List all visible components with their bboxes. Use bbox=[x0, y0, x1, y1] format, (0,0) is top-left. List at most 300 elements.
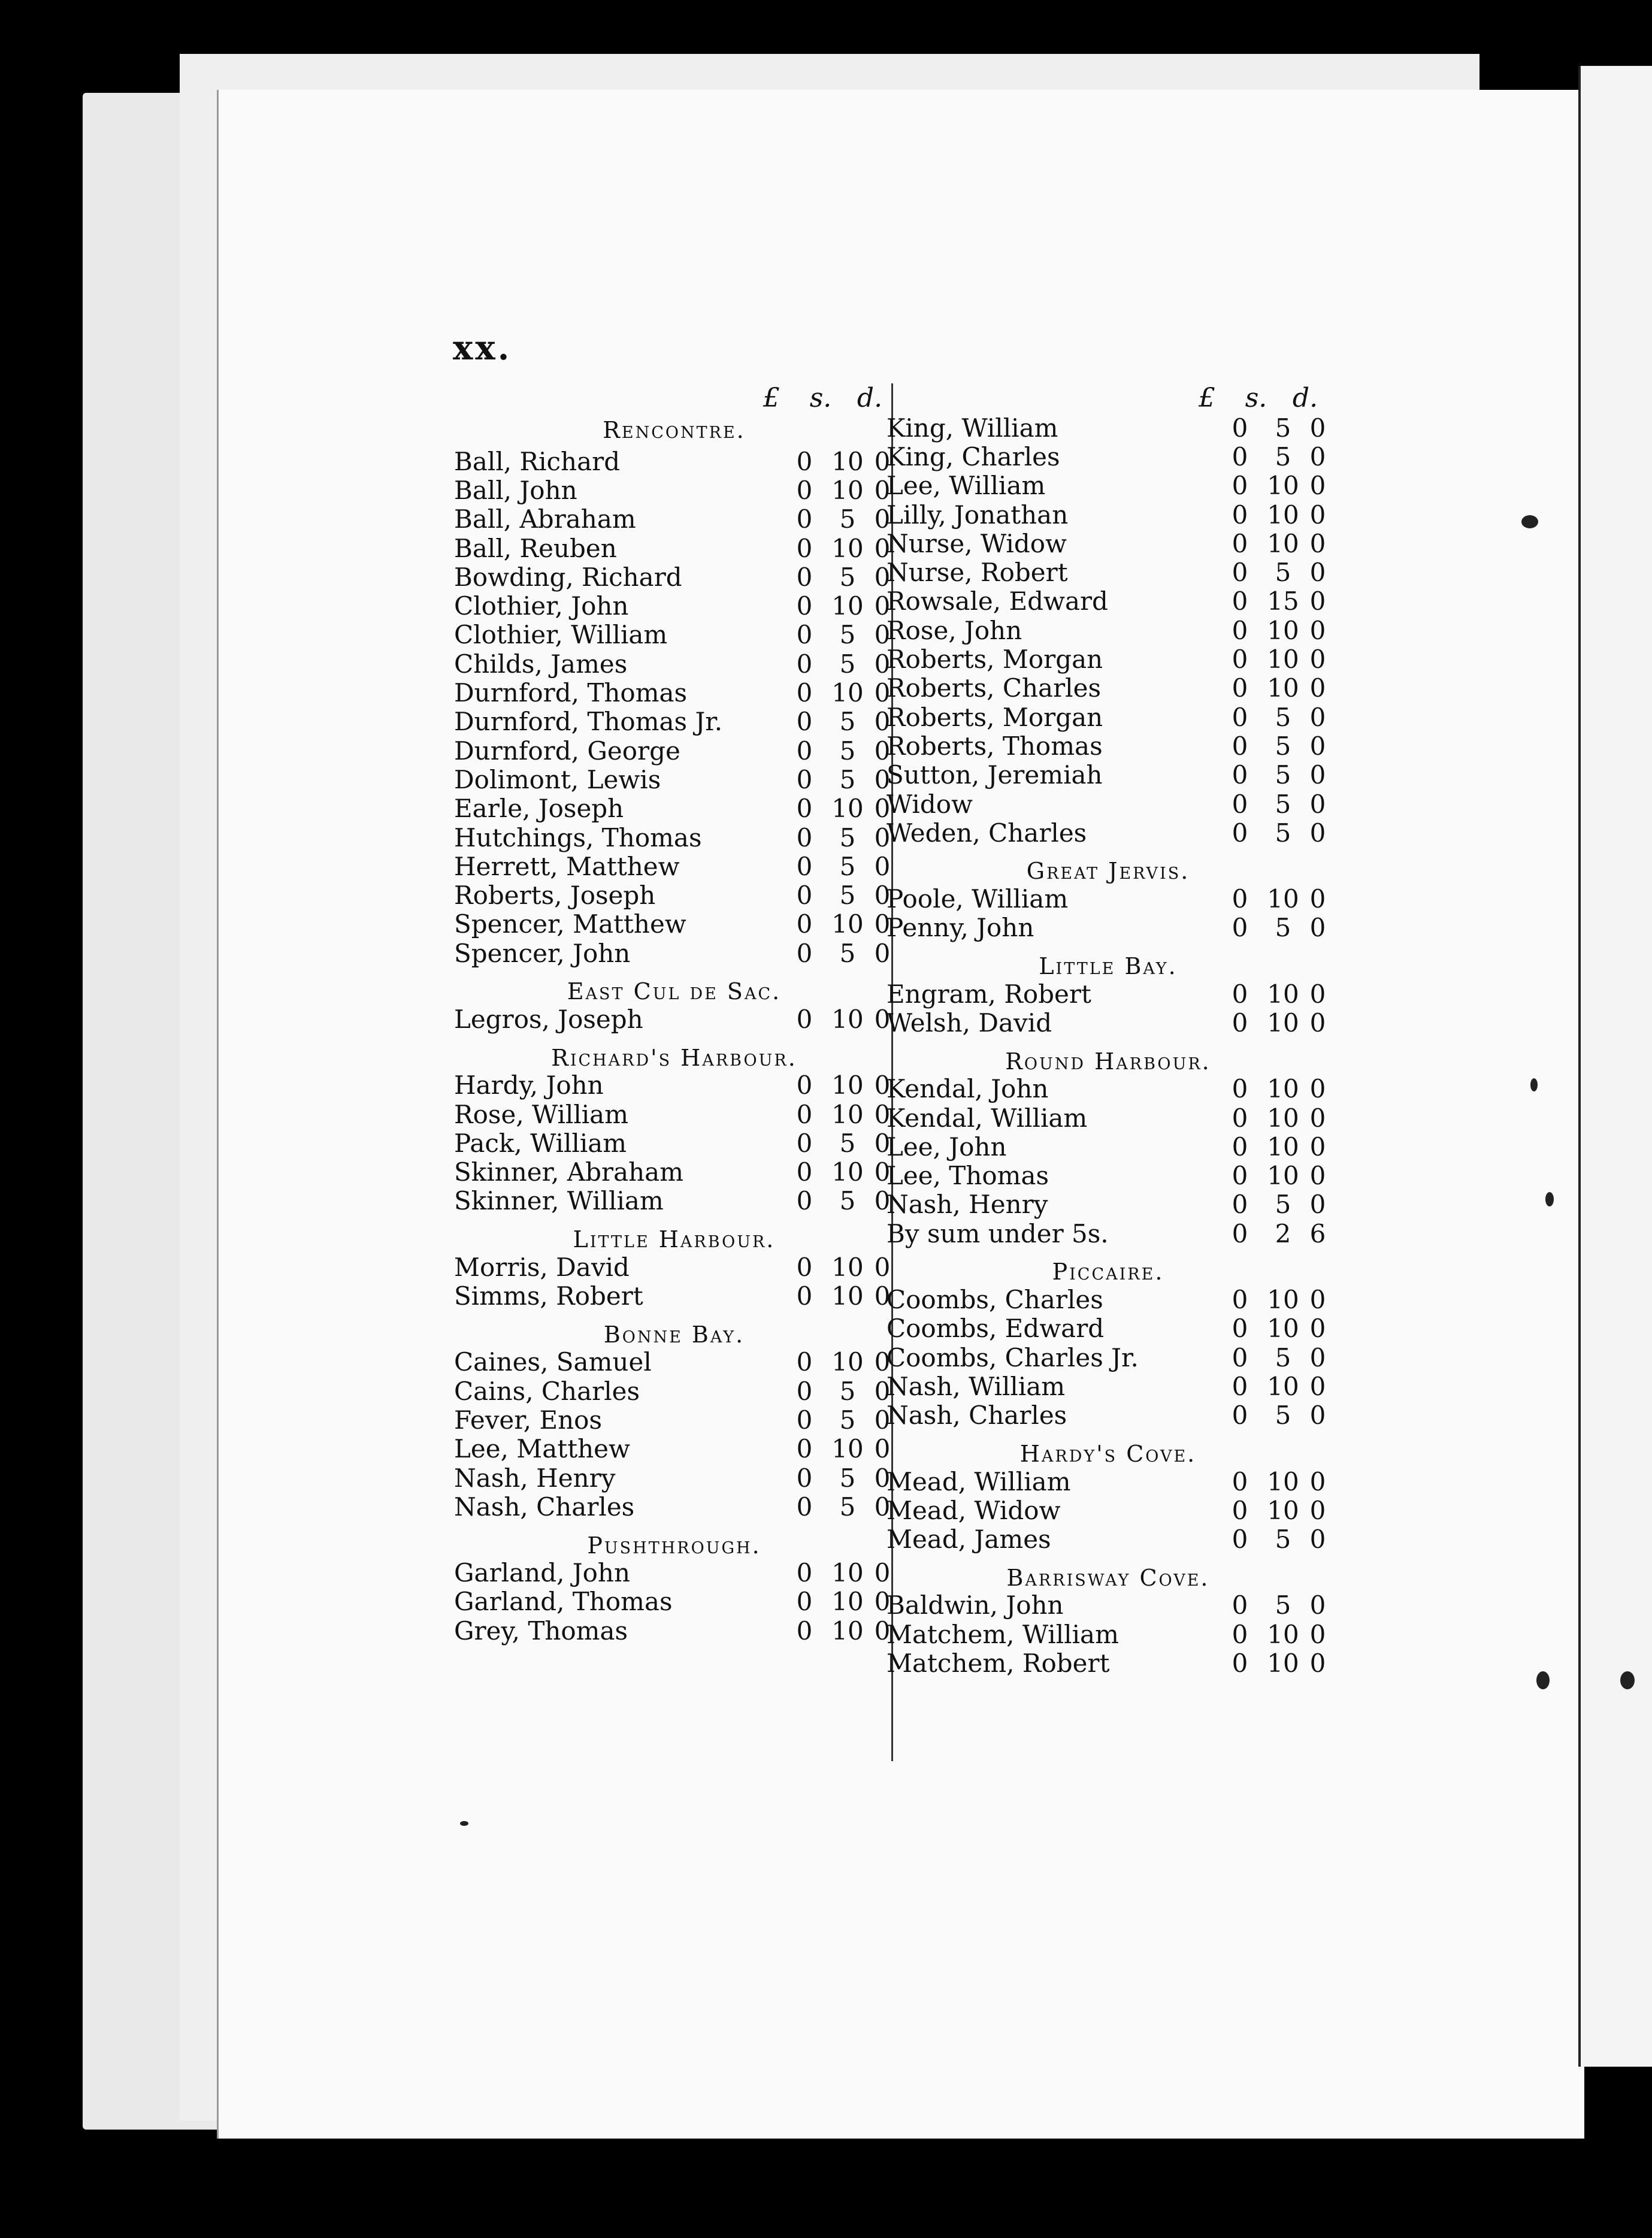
list-item bbox=[886, 1343, 1330, 1372]
name-cell: By sum under 5s. bbox=[886, 1218, 1109, 1248]
pounds-value: 0 bbox=[796, 764, 813, 794]
shillings-value: 5 bbox=[1275, 760, 1291, 790]
list-item bbox=[886, 1190, 1330, 1219]
pounds-value: 0 bbox=[796, 446, 813, 476]
list-item bbox=[454, 1377, 894, 1405]
pence-value: 0 bbox=[1309, 1649, 1326, 1678]
shillings-value: 10 bbox=[831, 1005, 864, 1034]
shillings-value: 10 bbox=[1267, 1466, 1299, 1496]
pence-value: 0 bbox=[874, 881, 891, 911]
name-cell: Matchem, Robert bbox=[886, 1649, 1110, 1678]
pounds-value: 0 bbox=[796, 1347, 813, 1377]
list-item bbox=[886, 790, 1330, 818]
name-cell: Roberts, Thomas bbox=[886, 731, 1103, 761]
shillings-value: 10 bbox=[1267, 1495, 1299, 1525]
name-cell: Ball, Reuben bbox=[454, 533, 617, 563]
name-cell: Durnford, Thomas Jr. bbox=[454, 707, 723, 737]
ink-speck bbox=[1521, 515, 1538, 528]
pounds-value: 0 bbox=[796, 1070, 813, 1100]
shillings-value: 5 bbox=[839, 1492, 856, 1522]
pence-value: 0 bbox=[874, 736, 891, 766]
pounds-value: 0 bbox=[796, 794, 813, 824]
list-item bbox=[454, 649, 894, 678]
pence-value: 0 bbox=[874, 446, 891, 476]
list-item bbox=[454, 910, 894, 939]
pounds-value: 0 bbox=[1232, 1466, 1248, 1496]
shillings-value: 10 bbox=[831, 591, 864, 621]
shillings-value: 5 bbox=[839, 764, 856, 794]
pence-value: 0 bbox=[1309, 441, 1326, 471]
shillings-value: 10 bbox=[1267, 1285, 1299, 1315]
name-cell: Legros, Joseph bbox=[454, 1005, 643, 1034]
shillings-value: 5 bbox=[1275, 702, 1291, 732]
pounds-value: 0 bbox=[1232, 500, 1248, 530]
list-item bbox=[886, 1285, 1330, 1314]
name-cell: Baldwin, John bbox=[886, 1590, 1064, 1620]
pence-value: 0 bbox=[874, 822, 891, 852]
list-item bbox=[886, 1219, 1330, 1248]
pence-value: 0 bbox=[1309, 500, 1326, 530]
section-heading: Bonne Bay. bbox=[603, 1321, 745, 1348]
pounds-value: 0 bbox=[796, 504, 813, 534]
pounds-value: 0 bbox=[1232, 702, 1248, 732]
pence-value: 6 bbox=[1309, 1218, 1326, 1248]
shillings-value: 5 bbox=[839, 707, 856, 737]
pounds-value: 0 bbox=[1232, 789, 1248, 819]
list-item bbox=[454, 1100, 894, 1129]
currency-header bbox=[886, 371, 1330, 413]
pounds-value: 0 bbox=[1232, 441, 1248, 471]
shillings-header: s. bbox=[809, 383, 832, 413]
list-item bbox=[886, 471, 1330, 500]
list-item bbox=[454, 1587, 894, 1616]
name-cell: Spencer, Matthew bbox=[454, 909, 686, 939]
name-cell: Roberts, Charles bbox=[886, 673, 1102, 703]
list-item bbox=[886, 703, 1330, 731]
list-item bbox=[454, 678, 894, 707]
facing-page-edge bbox=[1578, 66, 1652, 2067]
list-item bbox=[886, 1132, 1330, 1161]
pence-value: 0 bbox=[1309, 1525, 1326, 1554]
pence-value: 0 bbox=[874, 1616, 891, 1646]
pounds-value: 0 bbox=[1232, 615, 1248, 645]
pounds-value: 0 bbox=[796, 1463, 813, 1493]
pence-value: 0 bbox=[1309, 1103, 1326, 1133]
pence-value: 0 bbox=[874, 1281, 891, 1311]
pounds-value: 0 bbox=[796, 1252, 813, 1282]
shillings-value: 10 bbox=[831, 446, 864, 476]
name-cell: Fever, Enos bbox=[454, 1405, 602, 1435]
pounds-value: 0 bbox=[1232, 645, 1248, 675]
pence-value: 0 bbox=[1309, 558, 1326, 588]
shillings-value: 10 bbox=[1267, 1619, 1299, 1649]
list-item bbox=[886, 1467, 1330, 1496]
name-cell: Ball, Abraham bbox=[454, 504, 636, 534]
pence-value: 0 bbox=[874, 851, 891, 881]
pounds-value: 0 bbox=[796, 562, 813, 592]
name-cell: Coombs, Edward bbox=[886, 1314, 1105, 1344]
name-cell: Spencer, John bbox=[454, 938, 631, 968]
shillings-value: 5 bbox=[1275, 1590, 1291, 1620]
shillings-value: 5 bbox=[839, 1186, 856, 1216]
section-heading: Barrisway Cove. bbox=[1006, 1564, 1210, 1591]
pounds-value: 0 bbox=[796, 1587, 813, 1617]
name-cell: Penny, John bbox=[886, 913, 1034, 943]
pence-value: 0 bbox=[874, 1252, 891, 1282]
shillings-value: 5 bbox=[839, 1405, 856, 1435]
ink-speck bbox=[460, 1821, 468, 1826]
list-item bbox=[886, 914, 1330, 942]
pence-value: 0 bbox=[874, 1186, 891, 1216]
pounds-value: 0 bbox=[796, 736, 813, 766]
pence-value: 0 bbox=[1309, 913, 1326, 943]
pounds-value: 0 bbox=[1232, 731, 1248, 761]
shillings-value: 5 bbox=[839, 851, 856, 881]
name-cell: Coombs, Charles Jr. bbox=[886, 1342, 1139, 1372]
left-column bbox=[454, 371, 894, 1645]
shillings-value: 5 bbox=[839, 504, 856, 534]
shillings-value: 5 bbox=[1275, 789, 1291, 819]
list-item bbox=[886, 1401, 1330, 1430]
shillings-value: 10 bbox=[831, 1587, 864, 1617]
pence-value: 0 bbox=[874, 1347, 891, 1377]
name-cell: Matchem, William bbox=[886, 1619, 1119, 1649]
name-cell: Kendal, William bbox=[886, 1103, 1088, 1133]
pounds-value: 0 bbox=[796, 1005, 813, 1034]
pounds-value: 0 bbox=[1232, 673, 1248, 703]
shillings-value: 10 bbox=[1267, 615, 1299, 645]
shillings-value: 10 bbox=[1267, 1314, 1299, 1344]
name-cell: Nash, Henry bbox=[886, 1190, 1048, 1220]
pounds-value: 0 bbox=[1232, 413, 1248, 443]
pounds-value: 0 bbox=[1232, 1132, 1248, 1162]
pounds-value: 0 bbox=[1232, 979, 1248, 1009]
shillings-value: 5 bbox=[1275, 1342, 1291, 1372]
list-item bbox=[454, 881, 894, 909]
pounds-value: 0 bbox=[796, 822, 813, 852]
list-item bbox=[454, 765, 894, 794]
shillings-value: 10 bbox=[831, 794, 864, 824]
pence-value: 0 bbox=[1309, 528, 1326, 558]
shillings-value: 5 bbox=[1275, 731, 1291, 761]
pounds-value: 0 bbox=[1232, 913, 1248, 943]
name-cell: Clothier, John bbox=[454, 591, 629, 621]
list-item bbox=[886, 1103, 1330, 1132]
name-cell: Roberts, Joseph bbox=[454, 881, 656, 911]
shillings-value: 5 bbox=[1275, 1190, 1291, 1220]
pence-value: 0 bbox=[1309, 979, 1326, 1009]
name-cell: Widow bbox=[886, 789, 973, 819]
shillings-value: 10 bbox=[1267, 1008, 1299, 1038]
name-cell: King, William bbox=[886, 413, 1058, 443]
list-item bbox=[886, 1075, 1330, 1103]
shillings-value: 5 bbox=[1275, 413, 1291, 443]
pence-value: 0 bbox=[1309, 760, 1326, 790]
pence-value: 0 bbox=[1309, 818, 1326, 848]
shillings-value: 10 bbox=[831, 1252, 864, 1282]
name-cell: Skinner, William bbox=[454, 1186, 664, 1216]
pounds-value: 0 bbox=[1232, 1649, 1248, 1678]
pence-value: 0 bbox=[1309, 413, 1326, 443]
list-item bbox=[886, 1649, 1330, 1677]
name-cell: Nurse, Robert bbox=[886, 558, 1068, 588]
name-cell: Grey, Thomas bbox=[454, 1616, 628, 1646]
pounds-value: 0 bbox=[1232, 818, 1248, 848]
list-item bbox=[454, 1463, 894, 1492]
shillings-value: 10 bbox=[831, 1070, 864, 1100]
name-cell: Welsh, David bbox=[886, 1008, 1052, 1038]
pence-value: 0 bbox=[874, 533, 891, 563]
name-cell: Mead, James bbox=[886, 1525, 1051, 1554]
shillings-value: 15 bbox=[1267, 586, 1299, 616]
page-number: xx. bbox=[453, 328, 512, 368]
pounds-value: 0 bbox=[1232, 1342, 1248, 1372]
list-item bbox=[886, 761, 1330, 790]
pence-value: 0 bbox=[874, 649, 891, 679]
list-item bbox=[886, 674, 1330, 703]
name-cell: Morris, David bbox=[454, 1252, 630, 1282]
ink-speck bbox=[1620, 1671, 1635, 1689]
pounds-header: £ bbox=[763, 383, 780, 413]
pence-value: 0 bbox=[1309, 586, 1326, 616]
list-item bbox=[886, 1591, 1330, 1620]
pounds-value: 0 bbox=[796, 678, 813, 708]
name-cell: Ball, Richard bbox=[454, 446, 621, 476]
list-item bbox=[454, 1405, 894, 1434]
shillings-value: 5 bbox=[1275, 1525, 1291, 1554]
pence-value: 0 bbox=[1309, 1495, 1326, 1525]
pence-value: 0 bbox=[1309, 884, 1326, 914]
list-item bbox=[886, 1162, 1330, 1190]
pounds-value: 0 bbox=[796, 1157, 813, 1187]
list-item bbox=[454, 1187, 894, 1215]
pounds-value: 0 bbox=[1232, 1525, 1248, 1554]
pounds-value: 0 bbox=[1232, 884, 1248, 914]
pence-value: 0 bbox=[1309, 1132, 1326, 1162]
pounds-value: 0 bbox=[1232, 558, 1248, 588]
pence-value: 0 bbox=[874, 1558, 891, 1588]
pounds-value: 0 bbox=[796, 620, 813, 650]
ink-speck bbox=[1536, 1671, 1550, 1689]
list-item bbox=[454, 562, 894, 591]
pence-value: 0 bbox=[874, 707, 891, 737]
section-heading: Rencontre. bbox=[603, 417, 746, 443]
list-item bbox=[886, 587, 1330, 616]
list-item bbox=[454, 1348, 894, 1377]
section-heading: Great Jervis. bbox=[1026, 858, 1190, 885]
pence-value: 0 bbox=[874, 1376, 891, 1406]
pence-value: 0 bbox=[1309, 1190, 1326, 1220]
pence-value: 0 bbox=[1309, 789, 1326, 819]
shillings-value: 5 bbox=[839, 822, 856, 852]
pence-value: 0 bbox=[1309, 1466, 1326, 1496]
pence-value: 0 bbox=[1309, 673, 1326, 703]
name-cell: Hardy, John bbox=[454, 1070, 604, 1100]
shillings-value: 10 bbox=[831, 1558, 864, 1588]
shillings-value: 5 bbox=[839, 620, 856, 650]
name-cell: Caines, Samuel bbox=[454, 1347, 652, 1377]
name-cell: Mead, William bbox=[886, 1466, 1071, 1496]
shillings-value: 10 bbox=[831, 533, 864, 563]
shillings-value: 10 bbox=[1267, 884, 1299, 914]
list-item bbox=[454, 534, 894, 562]
name-cell: Skinner, Abraham bbox=[454, 1157, 684, 1187]
section-heading: Little Harbour. bbox=[573, 1226, 776, 1253]
section-heading: Little Bay. bbox=[1039, 953, 1178, 980]
pence-value: 0 bbox=[1309, 1285, 1326, 1315]
section-heading: Richard's Harbour. bbox=[551, 1044, 797, 1071]
pence-value: 0 bbox=[1309, 1371, 1326, 1401]
name-cell: Earle, Joseph bbox=[454, 794, 624, 824]
pence-value: 0 bbox=[1309, 1401, 1326, 1430]
shillings-value: 5 bbox=[839, 736, 856, 766]
pounds-value: 0 bbox=[796, 881, 813, 911]
section-heading: Hardy's Cove. bbox=[1019, 1440, 1197, 1467]
pounds-value: 0 bbox=[796, 1186, 813, 1216]
list-item bbox=[886, 1496, 1330, 1525]
shillings-value: 10 bbox=[1267, 1103, 1299, 1133]
pence-value: 0 bbox=[874, 1005, 891, 1034]
name-cell: Childs, James bbox=[454, 649, 628, 679]
shillings-value: 10 bbox=[1267, 979, 1299, 1009]
pounds-value: 0 bbox=[1232, 1314, 1248, 1344]
shillings-value: 10 bbox=[1267, 1132, 1299, 1162]
pence-value: 0 bbox=[874, 504, 891, 534]
name-cell: Pack, William bbox=[454, 1128, 627, 1158]
name-cell: Mead, Widow bbox=[886, 1495, 1061, 1525]
name-cell: Coombs, Charles bbox=[886, 1285, 1103, 1315]
section-heading: East Cul de Sac. bbox=[567, 978, 782, 1005]
name-cell: Nash, William bbox=[886, 1371, 1066, 1401]
pence-value: 0 bbox=[874, 678, 891, 708]
list-item bbox=[886, 500, 1330, 529]
list-item bbox=[454, 1005, 894, 1033]
shillings-value: 5 bbox=[839, 1376, 856, 1406]
pence-value: 0 bbox=[1309, 1619, 1326, 1649]
shillings-value: 10 bbox=[1267, 645, 1299, 675]
name-cell: Garland, John bbox=[454, 1558, 630, 1588]
list-item bbox=[454, 823, 894, 852]
list-item bbox=[454, 939, 894, 967]
name-cell: Lee, Matthew bbox=[454, 1434, 630, 1464]
pounds-value: 0 bbox=[796, 1376, 813, 1406]
name-cell: Herrett, Matthew bbox=[454, 851, 680, 881]
pounds-value: 0 bbox=[1232, 1590, 1248, 1620]
list-item bbox=[454, 1253, 894, 1281]
list-item bbox=[886, 884, 1330, 913]
pounds-value: 0 bbox=[796, 649, 813, 679]
name-cell: Engram, Robert bbox=[886, 979, 1091, 1009]
list-item bbox=[886, 1372, 1330, 1401]
pence-value: 0 bbox=[874, 764, 891, 794]
pence-value: 0 bbox=[874, 1463, 891, 1493]
name-cell: Sutton, Jeremiah bbox=[886, 760, 1103, 790]
pounds-value: 0 bbox=[796, 1434, 813, 1464]
pence-value: 0 bbox=[874, 1070, 891, 1100]
list-item bbox=[454, 621, 894, 649]
name-cell: Bowding, Richard bbox=[454, 562, 682, 592]
shillings-value: 10 bbox=[1267, 673, 1299, 703]
list-item bbox=[454, 1281, 894, 1310]
pounds-value: 0 bbox=[1232, 1161, 1248, 1191]
pounds-value: 0 bbox=[796, 938, 813, 968]
shillings-value: 5 bbox=[1275, 818, 1291, 848]
shillings-value: 10 bbox=[831, 1157, 864, 1187]
shillings-value: 2 bbox=[1275, 1218, 1291, 1248]
list-item bbox=[886, 413, 1330, 442]
pence-header: d. bbox=[857, 383, 883, 413]
shillings-value: 5 bbox=[1275, 913, 1291, 943]
shillings-value: 5 bbox=[839, 1128, 856, 1158]
pence-value: 0 bbox=[1309, 731, 1326, 761]
name-cell: Garland, Thomas bbox=[454, 1587, 673, 1617]
pence-value: 0 bbox=[874, 1157, 891, 1187]
shillings-value: 10 bbox=[1267, 1649, 1299, 1678]
list-item bbox=[454, 476, 894, 504]
shillings-value: 5 bbox=[1275, 1401, 1291, 1430]
name-cell: Kendal, John bbox=[886, 1074, 1049, 1104]
shillings-value: 10 bbox=[1267, 528, 1299, 558]
list-item bbox=[886, 979, 1330, 1008]
pounds-value: 0 bbox=[796, 1616, 813, 1646]
pounds-value: 0 bbox=[796, 1492, 813, 1522]
name-cell: Rose, William bbox=[454, 1099, 629, 1129]
name-cell: Ball, John bbox=[454, 475, 577, 505]
name-cell: Nash, Charles bbox=[886, 1401, 1067, 1430]
name-cell: Nurse, Widow bbox=[886, 528, 1067, 558]
name-cell: Cains, Charles bbox=[454, 1376, 640, 1406]
shillings-value: 10 bbox=[831, 1434, 864, 1464]
list-item bbox=[454, 1559, 894, 1587]
list-item bbox=[454, 1435, 894, 1463]
shillings-value: 5 bbox=[1275, 558, 1291, 588]
name-cell: Nash, Charles bbox=[454, 1492, 635, 1522]
list-item bbox=[886, 442, 1330, 471]
shillings-value: 5 bbox=[839, 1463, 856, 1493]
shillings-value: 10 bbox=[831, 475, 864, 505]
pounds-value: 0 bbox=[1232, 1190, 1248, 1220]
pounds-value: 0 bbox=[1232, 760, 1248, 790]
pence-value: 0 bbox=[1309, 1342, 1326, 1372]
pounds-value: 0 bbox=[796, 1128, 813, 1158]
pounds-value: 0 bbox=[1232, 1495, 1248, 1525]
name-cell: Dolimont, Lewis bbox=[454, 764, 661, 794]
name-cell: Simms, Robert bbox=[454, 1281, 643, 1311]
list-item bbox=[454, 591, 894, 620]
pounds-value: 0 bbox=[1232, 1285, 1248, 1315]
pence-value: 0 bbox=[874, 591, 891, 621]
list-item bbox=[454, 1071, 894, 1100]
list-item bbox=[886, 731, 1330, 760]
list-item bbox=[454, 447, 894, 476]
name-cell: Nash, Henry bbox=[454, 1463, 616, 1493]
shillings-value: 5 bbox=[839, 649, 856, 679]
pence-value: 0 bbox=[874, 1405, 891, 1435]
pounds-value: 0 bbox=[1232, 1401, 1248, 1430]
name-cell: King, Charles bbox=[886, 441, 1060, 471]
shillings-value: 10 bbox=[1267, 500, 1299, 530]
list-item bbox=[886, 1525, 1330, 1554]
pounds-header: £ bbox=[1199, 383, 1215, 413]
section-heading: Round Harbour. bbox=[1005, 1048, 1211, 1075]
pounds-value: 0 bbox=[1232, 1008, 1248, 1038]
pence-value: 0 bbox=[874, 1434, 891, 1464]
pence-value: 0 bbox=[874, 1099, 891, 1129]
pounds-value: 0 bbox=[1232, 1074, 1248, 1104]
pounds-value: 0 bbox=[1232, 1619, 1248, 1649]
shillings-value: 5 bbox=[839, 938, 856, 968]
shillings-value: 10 bbox=[831, 909, 864, 939]
